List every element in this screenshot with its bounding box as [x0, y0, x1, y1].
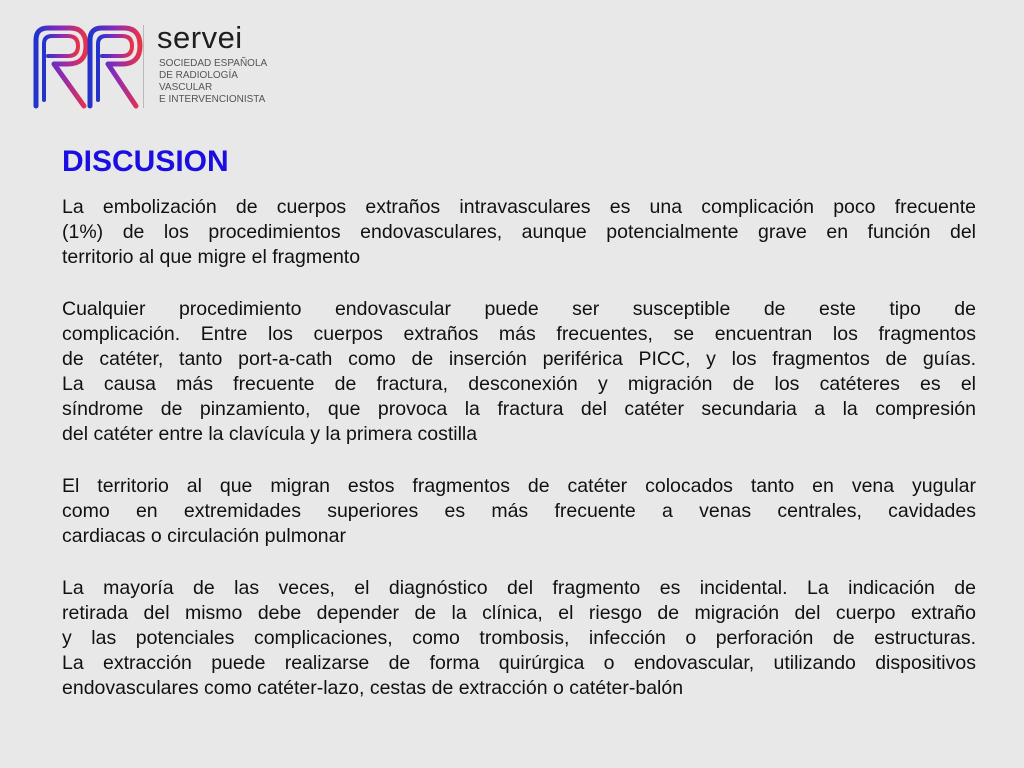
text-line: La causa más frecuente de fractura, desconexión y migración de los catéteres es el	[62, 373, 976, 395]
text-line: síndrome de pinzamiento, que provoca la fractura del catéter secundaria a la compresión	[62, 398, 976, 420]
org-line: SOCIEDAD ESPAÑOLA	[159, 58, 268, 69]
text-line: endovasculares como catéter-lazo, cestas de extracción o catéter-balón	[62, 677, 684, 699]
org-line: DE RADIOLOGÍA	[159, 70, 238, 81]
text-line: La mayoría de las veces, el diagnóstico del fragmento es incidental. La indicación de	[62, 577, 976, 599]
paragraph	[62, 297, 976, 447]
paragraph	[62, 474, 976, 549]
page-title: DISCUSION	[62, 145, 229, 178]
text-line: El territorio al que migran estos fragmentos de catéter colocados tanto en vena yugular	[62, 475, 976, 497]
paragraph	[62, 576, 976, 701]
text-line: Cualquier procedimiento endovascular puede ser susceptible de este tipo de	[62, 298, 976, 320]
organization-name	[159, 58, 267, 106]
text-line: retirada del mismo debe depender de la clínica, el riesgo de migración del cuerpo extraño	[62, 602, 976, 624]
paragraph	[62, 195, 976, 270]
text-line: del catéter entre la clavícula y la primera costilla	[62, 423, 478, 445]
org-line: VASCULAR	[159, 82, 213, 93]
org-line: E INTERVENCIONISTA	[159, 94, 266, 105]
text-line: cardiacas o circulación pulmonar	[62, 525, 346, 547]
text-line: territorio al que migre el fragmento	[62, 246, 361, 268]
text-line: de catéter, tanto port-a-cath como de inserción periférica PICC, y los fragmentos de guías.	[62, 348, 976, 370]
servei-logo-icon	[28, 20, 148, 112]
text-line: (1%) de los procedimientos endovasculares, aunque potencialmente grave en función del	[62, 221, 976, 243]
discussion-body	[62, 195, 976, 728]
text-line: y las potenciales complicaciones, como trombosis, infección o perforación de estructuras.	[62, 627, 976, 649]
text-line: como en extremidades superiores es más frecuente a venas centrales, cavidades	[62, 500, 976, 522]
logo-divider	[143, 25, 144, 108]
text-line: La extracción puede realizarse de forma quirúrgica o endovascular, utilizando dispositivos	[62, 652, 976, 674]
text-line: complicación. Entre los cuerpos extraños más frecuentes, se encuentran los fragmentos	[62, 323, 976, 345]
brand-name: servei	[157, 20, 243, 55]
text-line: La embolización de cuerpos extraños intravasculares es una complicación poco frecuente	[62, 196, 976, 218]
